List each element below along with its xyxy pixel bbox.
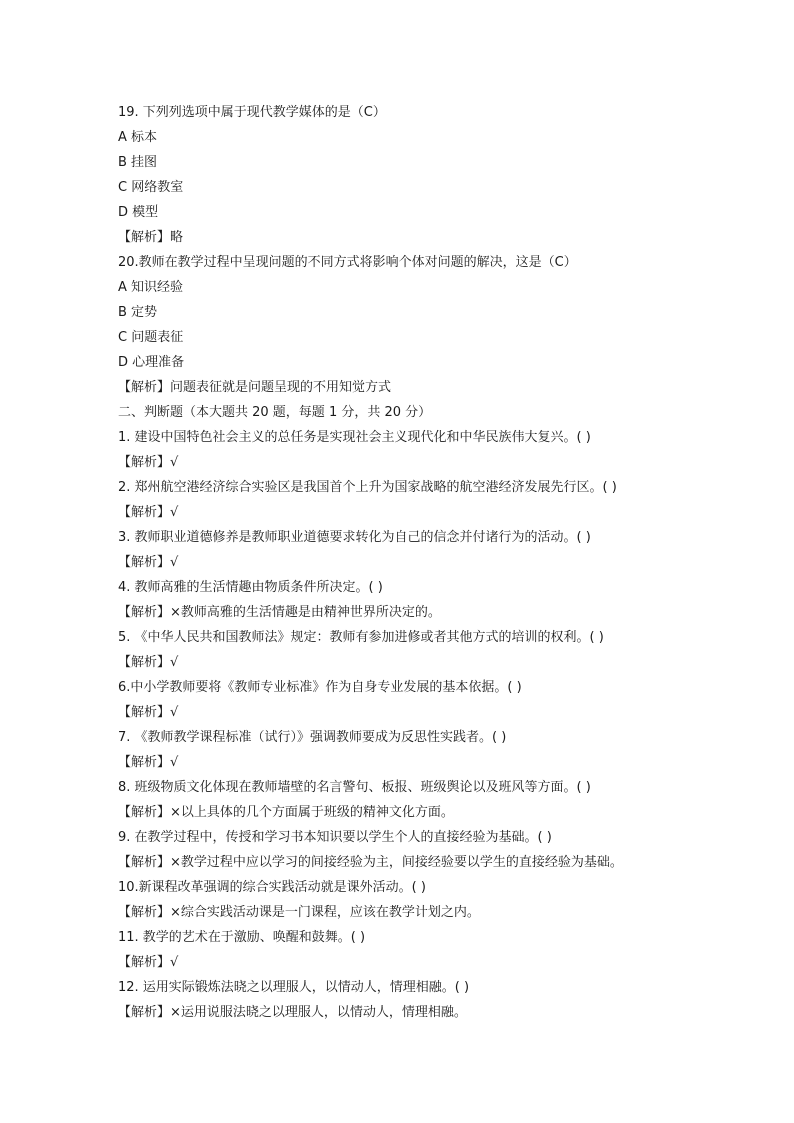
judgment-3: 3. 教师职业道德修养是教师职业道德要求转化为自己的信念并付诸行为的活动。( ): [118, 530, 591, 545]
judgment-8: 8. 班级物质文化体现在教师墙壁的名言警句、板报、班级舆论以及班风等方面。( ): [118, 780, 591, 795]
analysis-5: 【解析】√: [118, 655, 179, 670]
judgment-1: 1. 建设中国特色社会主义的总任务是实现社会主义现代化和中华民族伟大复兴。( ): [118, 430, 591, 445]
option-a: A 知识经验: [118, 280, 184, 295]
option-b: B 定势: [118, 305, 158, 320]
analysis-7: 【解析】√: [118, 755, 179, 770]
option-d: D 模型: [118, 205, 159, 220]
analysis-8: 【解析】×以上具体的几个方面属于班级的精神文化方面。: [118, 805, 454, 820]
judgment-6: 6.中小学教师要将《教师专业标准》作为自身专业发展的基本依据。( ): [118, 680, 522, 695]
analysis-9: 【解析】×教学过程中应以学习的间接经验为主，间接经验要以学生的直接经验为基础。: [118, 855, 623, 870]
analysis-10: 【解析】×综合实践活动课是一门课程，应该在教学计划之内。: [118, 905, 480, 920]
question-20: 20.教师在教学过程中呈现问题的不同方式将影响个体对问题的解决，这是（C）: [118, 255, 577, 270]
analysis-4: 【解析】×教师高雅的生活情趣是由精神世界所决定的。: [118, 605, 441, 620]
judgment-10: 10.新课程改革强调的综合实践活动就是课外活动。( ): [118, 880, 426, 895]
judgment-7: 7. 《教师教学课程标准（试行）》强调教师要成为反思性实践者。( ): [118, 730, 507, 745]
judgment-12: 12. 运用实际锻炼法晓之以理服人，以情动人，情理相融。( ): [118, 980, 470, 995]
judgment-4: 4. 教师高雅的生活情趣由物质条件所决定。( ): [118, 580, 383, 595]
judgment-11: 11. 教学的艺术在于激励、唤醒和鼓舞。( ): [118, 930, 366, 945]
option-a: A 标本: [118, 130, 158, 145]
analysis-6: 【解析】√: [118, 705, 179, 720]
analysis-1: 【解析】√: [118, 455, 179, 470]
judgment-9: 9. 在教学过程中，传授和学习书本知识要以学生个人的直接经验为基础。( ): [118, 830, 552, 845]
analysis-3: 【解析】√: [118, 555, 179, 570]
option-c: C 网络教室: [118, 180, 184, 195]
option-d: D 心理准备: [118, 355, 185, 370]
document-page: [118, 100, 678, 1025]
analysis-2: 【解析】√: [118, 505, 179, 520]
analysis-19: 【解析】略: [118, 230, 184, 245]
option-c: C 问题表征: [118, 330, 184, 345]
option-b: B 挂图: [118, 155, 158, 170]
analysis-11: 【解析】√: [118, 955, 179, 970]
analysis-20: 【解析】问题表征就是问题呈现的不用知觉方式: [118, 380, 392, 395]
analysis-12: 【解析】×运用说服法晓之以理服人，以情动人，情理相融。: [118, 1005, 467, 1020]
section-heading-judgment: 二、判断题（本大题共 20 题，每题 1 分，共 20 分）: [118, 405, 432, 420]
judgment-2: 2. 郑州航空港经济综合实验区是我国首个上升为国家战略的航空港经济发展先行区。( ): [118, 480, 617, 495]
question-19: 19. 下列列选项中属于现代教学媒体的是（C）: [118, 105, 386, 120]
judgment-5: 5. 《中华人民共和国教师法》规定：教师有参加进修或者其他方式的培训的权利。( ): [118, 630, 604, 645]
